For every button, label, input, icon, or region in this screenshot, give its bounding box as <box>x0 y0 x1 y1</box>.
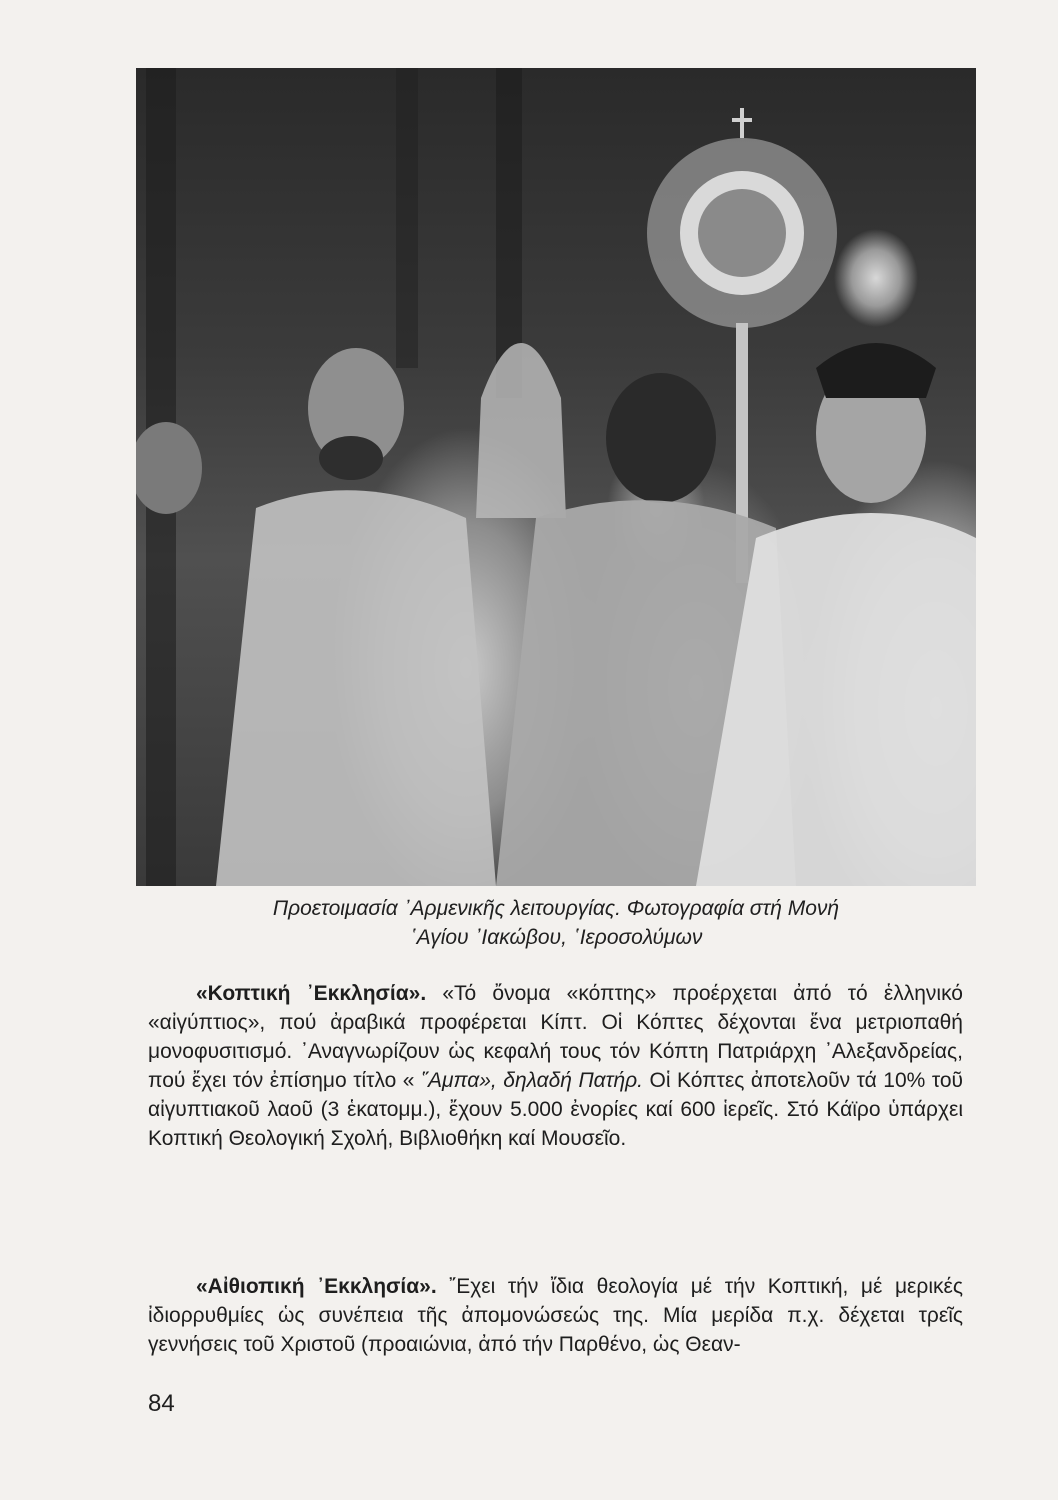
liturgy-photo <box>136 68 976 886</box>
page-number: 84 <box>148 1390 175 1417</box>
coptic-title-italic: ῞Αμπα», δηλαδή Πατήρ. <box>421 1069 644 1092</box>
photo-caption-line2: ῾Αγίου ᾽Ιακώβου, ῾Ιεροσολύμων <box>409 926 703 949</box>
ethiopian-church-paragraph <box>148 1272 963 1359</box>
mitre-icon <box>476 343 566 518</box>
ethiopian-church-heading: «Αἰθιοπική ᾽Εκκλησία». <box>196 1275 437 1298</box>
priest-head-center <box>606 373 716 503</box>
coptic-church-paragraph <box>148 979 963 1153</box>
photo-caption-line1: Προετοιμασία ᾿Αρμενικῆς λειτουργίας. Φωτογραφία στή Μονή <box>272 897 840 920</box>
coptic-text-part2: Οἱ Κόπτες ἀποτελοῦν τά 10% τοῦ αἰγυπτιακοῦ λαοῦ (3 ἑκατομμ.), ἔχουν 5.000 ἐνορίες καί 600 ἱερεῖς. Στό Κάϊρο ὑπάρχει Κοπτική Θεολογική Σχολή, Βιβλιοθήκη καί Μουσεῖο. <box>148 1069 963 1150</box>
coptic-text-part1: «Τό ὄνομα «κόπτης» προέρχεται ἀπό τό ἑλληνικό «αἰγύπτιος», πού ἀραβικά προφέρεται Κίπτ. Οἱ Κόπτες δέχονται ἕνα μετριοπαθή μονοφυσιτισμό. ᾽Αναγνωρίζουν ὡς κεφαλή τους τόν Κόπτη Πατριάρχη ᾽Αλεξανδρείας, πού ἔχει τόν ἐπίσημο τίτλο « <box>148 982 963 1092</box>
coptic-church-heading: «Κοπτική ᾽Εκκλησία». <box>196 982 427 1005</box>
photo-illustration <box>136 68 976 886</box>
ethiopian-text: ῎Εχει τήν ἴδια θεολογία μέ τήν Κοπτική, μέ μερικές ἰδιορρυθμίες ὡς συνέπεια τῆς ἀπομονώσεώς της. Μία μερίδα π.χ. δέχεται τρεῖς γεννήσεις τοῦ Χριστοῦ (προαιώνια, ἀπό τήν Παρθένο, ὡς Θεαν- <box>148 1275 964 1356</box>
